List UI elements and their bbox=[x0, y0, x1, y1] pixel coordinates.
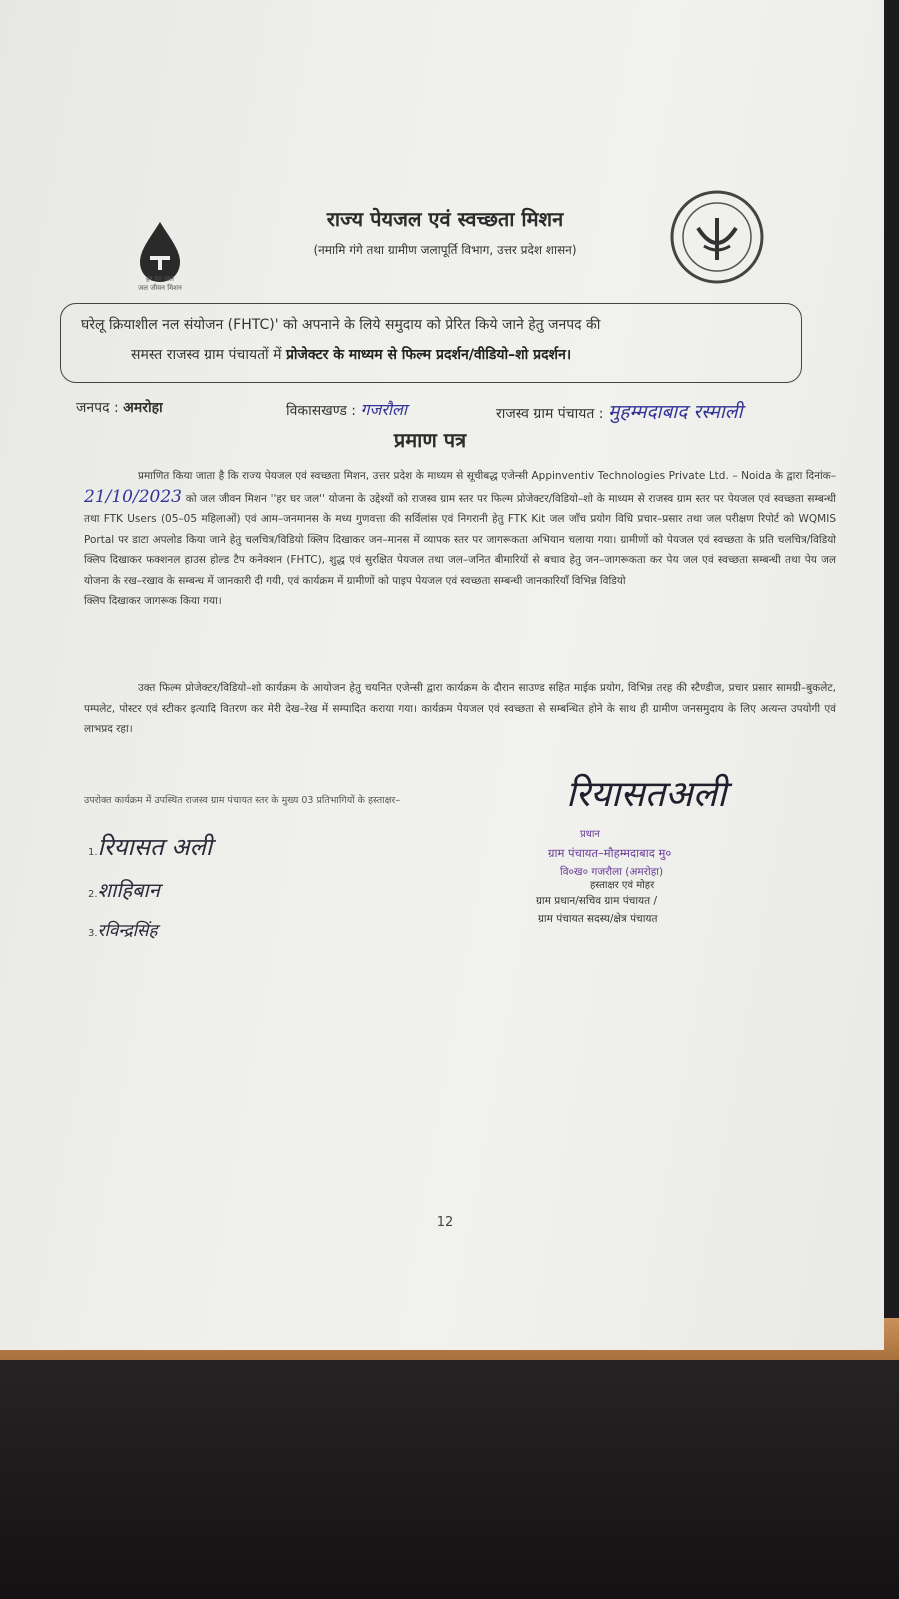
program-banner bbox=[60, 303, 802, 383]
participants-heading: उपरोक्त कार्यक्रम में उपस्थित राजस्व ग्राम पंचायत स्तर के मुख्य 03 प्रतिभागियों के हस्ताक्षर– bbox=[84, 795, 401, 806]
page-number: 12 bbox=[436, 1215, 454, 1230]
dark-background bbox=[0, 1360, 899, 1599]
certificate-title: प्रमाण पत्र bbox=[393, 428, 467, 452]
participant-signature-1: 1.रियासत अली bbox=[88, 833, 213, 861]
stamp-line-1: ग्राम पंचायत–मौहम्मदाबाद मु० bbox=[548, 846, 672, 860]
signatory-role-1: ग्राम प्रधान/सचिव ग्राम पंचायत / bbox=[536, 895, 657, 907]
seal-label: हस्ताक्षर एवं मोहर bbox=[590, 880, 655, 891]
mission-subtitle: (नमामि गंगे तथा ग्रामीण जलापूर्ति विभाग, उत्तर प्रदेश शासन) bbox=[313, 243, 577, 257]
panchayat-field: राजस्व ग्राम पंचायत : मुहम्मदाबाद रस्माली bbox=[496, 401, 743, 423]
block-field: विकासखण्ड : गजरौला bbox=[286, 400, 408, 419]
banner-line-2: समस्त राजस्व ग्राम पंचायतों में प्रोजेक्टर के माध्यम से फिल्म प्रदर्शन/वीडियो–शो प्रदर्शन। bbox=[131, 347, 572, 363]
participant-signature-2: 2.शाहिबान bbox=[88, 878, 160, 902]
pradhan-signature: रियासतअली bbox=[566, 774, 727, 815]
banner-line-1: घरेलू क्रियाशील नल संयोजन (FHTC)' को अपनाने के लिये समुदाय को प्रेरित किये जाने हेतु जनपद की bbox=[81, 317, 601, 333]
stamp-title: प्रधान bbox=[580, 829, 600, 840]
certificate-paragraph-2: उक्त फिल्म प्रोजेक्टर/विडियो–शो कार्यक्रम के आयोजन हेतु चयनित एजेन्सी द्वारा कार्यक्रम के दौरान साउण्ड सहित माईक प्रयोग, विभिन्न तरह की स्टैण्डीज, प्रचार प्रसार सामग्री–बुकलेट, पम्पलेट, पोस्टर एवं स्टीकर इत्यादि वितरण कर मेरी देख–रेख में सम्पादित कराया गया। कार्यक्रम पेयजल एवं स्वच्छता से सम्बन्धित होने के साथ ही ग्रामीण जनसमुदाय के लिए अत्यन्त उपयोगी एवं लाभप्रद रहा। bbox=[84, 682, 836, 735]
up-government-emblem-icon bbox=[668, 188, 766, 286]
stamp-line-2: वि०ख० गजरौला (अमरोहा) bbox=[560, 866, 664, 878]
signatory-role-2: ग्राम पंचायत सदस्य/क्षेत्र पंचायत bbox=[538, 913, 658, 925]
logo-caption: हर घर जल जल जीवन मिशन bbox=[138, 275, 182, 292]
mission-title: राज्य पेयजल एवं स्वच्छता मिशन bbox=[326, 207, 564, 231]
participant-signature-3: 3.रविन्द्रसिंह bbox=[88, 921, 158, 941]
certificate-paragraph-1: प्रमाणित किया जाता है कि राज्य पेयजल एवं स्वच्छता मिशन, उत्तर प्रदेश के माध्यम से सूचीबद्ध एजेन्सी Appinventiv Technologies Private Ltd. – Noida के द्वारा दिनांक–21/10/2023 को जल जीवन मिशन ''हर घर जल'' योजना के उद्देश्यों को राजस्व ग्राम स्तर पर फिल्म प्रोजेक्टर/विडियो–शो के माध्यम से राजस्व ग्राम स्तर पर पेयजल एवं स्वच्छता सम्बन्धी तथा FTK Users (05–05 महिलाओं) एवं आम–जनमानस के मध्य गुणवत्ता की सर्विलांस एवं निगरानी हेतु FTK Kit जल जाँच प्रयोग विधि प्रचार–प्रसार तथा जल परीक्षण रिपोर्ट को WQMIS Portal पर डाटा अपलोड किया जाने हेतु चलचित्र/विडियो क्लिप दिखाकर जन–मानस में व्यापक स्तर पर जागरूकता अभियान चलाया गया। ग्रामीणों को पेयजल एवं स्वच्छता के प्रति चलचित्र/विडियो क्लिप दिखाकर फक्शनल हाउस होल्ड टैप कनेक्शन (FHTC), शुद्ध एवं सुरक्षित पेयजल तथा जल–जनित बीमारियों से बचाव हेतु जन–जागरूकता कर पेय जल एवं स्वच्छता सम्बन्धी तथा पेय जल योजना के रख–रखाव के सम्बन्ध में जानकारी दी गयी, एवं कार्यक्रम में ग्रामीणों को पाइप पेयजल एवं स्वच्छता सम्बन्धी जानकारियाँ विभिन्न विडियो क्लिप दिखाकर जागरूक किया गया। bbox=[84, 470, 837, 607]
program-date: 21/10/2023 bbox=[84, 486, 182, 507]
district-field: जनपद : अमरोहा bbox=[76, 400, 163, 416]
